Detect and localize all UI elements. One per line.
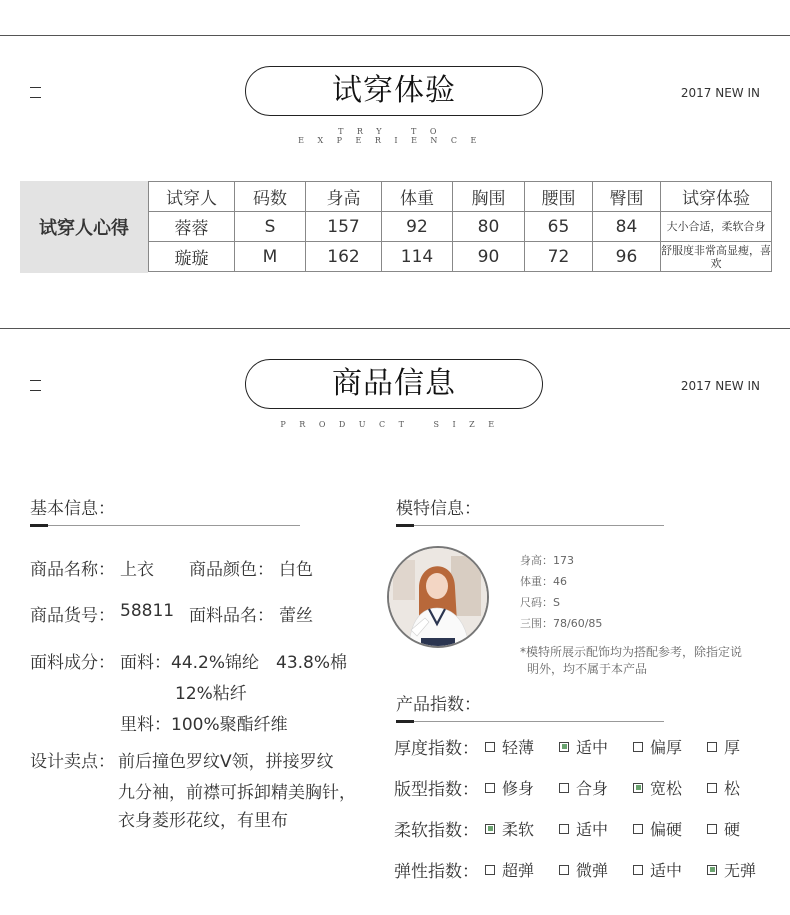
section-title-product: 商品信息 [245, 359, 543, 409]
index-option [707, 858, 756, 881]
index-option-label: 适中 [650, 861, 683, 880]
top-divider [0, 35, 790, 36]
table-cell: 大小合适，柔软合身 [661, 212, 772, 242]
unchecked-box-icon [633, 824, 643, 834]
table-cell: 162 [306, 242, 382, 272]
index-option-label: 轻薄 [502, 738, 535, 757]
table-cell: 65 [525, 212, 593, 242]
index-row-label: 版型指数： [394, 780, 479, 800]
table-cell: 舒服度非常高显瘦，喜欢 [661, 243, 771, 270]
table-cell: 72 [525, 242, 593, 272]
unchecked-box-icon [485, 865, 495, 875]
table-cell: S [235, 212, 306, 242]
model-size: 尺码：S [520, 596, 560, 609]
unchecked-box-icon [485, 783, 495, 793]
table-cell: 84 [593, 212, 661, 242]
checked-box-icon [707, 865, 717, 875]
unchecked-box-icon [559, 865, 569, 875]
index-option [633, 817, 682, 840]
header-cell: 体重 [382, 182, 453, 212]
checked-box-icon [633, 783, 643, 793]
table-cell: 璇璇 [149, 242, 235, 272]
index-option [559, 776, 608, 799]
header-cell: 身高 [306, 182, 382, 212]
unchecked-box-icon [485, 742, 495, 752]
table-cell: 157 [306, 212, 382, 242]
index-option-label: 超弹 [502, 861, 535, 880]
index-option [707, 776, 740, 799]
product-sku-value: 58811 [120, 601, 175, 621]
middle-divider [0, 328, 790, 329]
index-option-label: 宽松 [650, 779, 683, 798]
index-option [485, 817, 534, 840]
new-in-tag: 2017 NEW IN [680, 379, 760, 393]
index-option [707, 817, 740, 840]
unchecked-box-icon [707, 824, 717, 834]
unchecked-box-icon [633, 742, 643, 752]
unchecked-box-icon [707, 742, 717, 752]
model-note: 明外，均不属于本产品 [527, 662, 648, 676]
model-photo-image [389, 548, 487, 646]
unchecked-box-icon [559, 824, 569, 834]
model-weight: 体重：46 [520, 575, 567, 588]
header-cell: 试穿体验 [661, 182, 772, 212]
table-header-row [149, 182, 772, 212]
heading-accent [396, 524, 414, 527]
unchecked-box-icon [633, 865, 643, 875]
model-photo [387, 546, 489, 648]
model-measurements: 三围：78/60/85 [520, 617, 603, 630]
index-option [559, 817, 608, 840]
design-line: 衣身菱形花纹，有里布 [118, 811, 288, 831]
table-row [149, 212, 772, 242]
index-option-label: 厚 [724, 738, 741, 757]
index-option-label: 适中 [576, 738, 609, 757]
index-option [485, 858, 534, 881]
checked-box-icon [485, 824, 495, 834]
index-option [633, 735, 682, 758]
section-mark [30, 380, 41, 391]
unchecked-box-icon [707, 783, 717, 793]
index-option-label: 修身 [502, 779, 535, 798]
product-color-label: 商品颜色： [189, 560, 274, 580]
index-option-label: 合身 [576, 779, 609, 798]
product-index-heading: 产品指数： [396, 695, 481, 715]
product-color-value: 白色 [279, 560, 313, 580]
index-option-label: 微弹 [576, 861, 609, 880]
product-name-value: 上衣 [120, 560, 154, 580]
index-option-label: 硬 [724, 820, 741, 839]
basic-info-heading: 基本信息： [30, 499, 115, 519]
header-cell: 码数 [235, 182, 306, 212]
heading-accent [396, 720, 414, 723]
fabric-name-value: 蕾丝 [279, 606, 313, 626]
header-cell: 腰围 [525, 182, 593, 212]
index-option-label: 无弹 [724, 861, 757, 880]
design-line: 前后撞色罗纹V领，拼接罗纹 [118, 752, 334, 772]
index-option [485, 776, 534, 799]
product-name-label: 商品名称： [30, 560, 115, 580]
index-option [633, 858, 682, 881]
index-option [707, 735, 740, 758]
table-cell: 蓉蓉 [149, 212, 235, 242]
index-row-label: 弹性指数： [394, 862, 479, 882]
heading-rule [396, 525, 664, 526]
new-in-tag: 2017 NEW IN [680, 86, 760, 100]
design-line: 九分袖，前襟可拆卸精美胸针， [118, 783, 356, 803]
index-option [485, 735, 534, 758]
table-cell: M [235, 242, 306, 272]
section-subtitle-product: PRODUCT SIZE [280, 420, 508, 429]
composition-label: 面料成分： [30, 653, 115, 673]
index-option [559, 735, 608, 758]
section-mark [30, 87, 41, 98]
index-option-label: 适中 [576, 820, 609, 839]
table-cell: 114 [382, 242, 453, 272]
section-subtitle-tryon: TRY TO EXPERIENCE [298, 127, 490, 145]
composition-line: 里料：100%聚酯纤维 [120, 715, 288, 735]
index-row-label: 柔软指数： [394, 821, 479, 841]
composition-line: 面料：44.2%锦纶 43.8%棉 [120, 653, 348, 673]
index-option-label: 松 [724, 779, 741, 798]
tryon-table [148, 181, 772, 272]
header-cell: 胸围 [453, 182, 525, 212]
table-cell: 92 [382, 212, 453, 242]
header-cell: 臀围 [593, 182, 661, 212]
index-option-label: 偏厚 [650, 738, 683, 757]
design-label: 设计卖点： [30, 752, 115, 772]
fabric-name-label: 面料品名： [189, 606, 274, 626]
heading-rule [396, 721, 664, 722]
model-info-heading: 模特信息： [396, 499, 481, 519]
table-cell: 80 [453, 212, 525, 242]
heading-accent [30, 524, 48, 527]
model-note: *模特所展示配饰均为搭配参考，除指定说 [520, 645, 743, 659]
index-option [633, 776, 682, 799]
tryon-label: 试穿人心得 [20, 181, 148, 273]
index-row-label: 厚度指数： [394, 739, 479, 759]
section-title-tryon: 试穿体验 [245, 66, 543, 116]
model-height: 身高：173 [520, 554, 574, 567]
table-cell: 96 [593, 242, 661, 272]
header-cell: 试穿人 [149, 182, 235, 212]
index-option-label: 偏硬 [650, 820, 683, 839]
table-row [149, 242, 772, 272]
unchecked-box-icon [559, 783, 569, 793]
table-cell: 90 [453, 242, 525, 272]
index-option [559, 858, 608, 881]
product-sku-label: 商品货号： [30, 606, 115, 626]
checked-box-icon [559, 742, 569, 752]
index-option-label: 柔软 [502, 820, 535, 839]
composition-line: 12%粘纤 [175, 684, 247, 704]
heading-rule [30, 525, 300, 526]
